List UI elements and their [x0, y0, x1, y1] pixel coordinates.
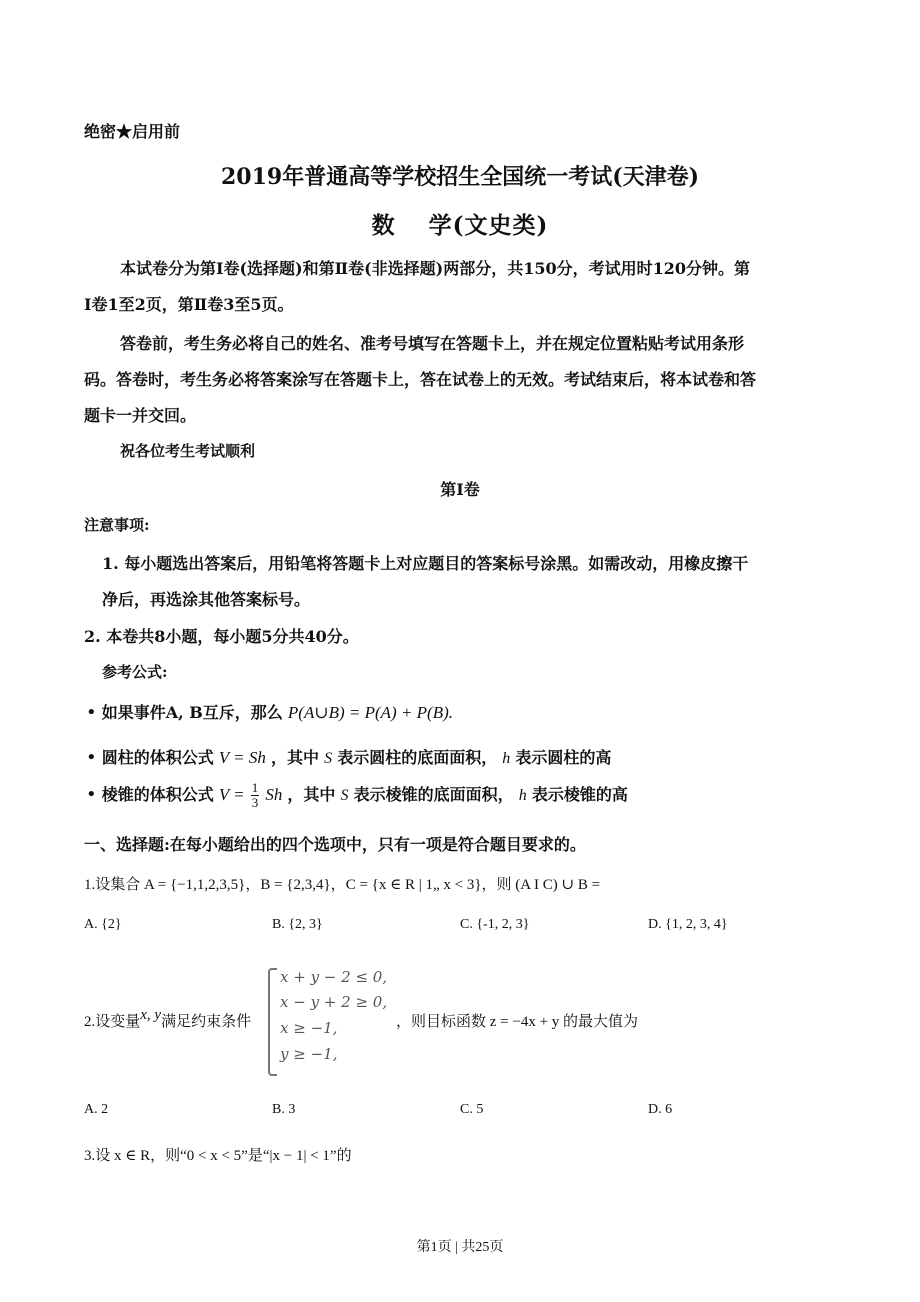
intro-paragraph-1-line-1: 本试卷分为第Ⅰ卷(选择题)和第Ⅱ卷(非选择题)两部分，共150分，考试用时120分钟。第	[120, 259, 751, 278]
formula-3-h: h	[518, 787, 527, 804]
question-1-option-b: B. {2, 3}	[272, 917, 323, 932]
formula-2-h: h	[502, 750, 511, 767]
intro-paragraph-1-line-2: Ⅰ卷1至2页，第Ⅱ卷3至5页。	[84, 295, 294, 314]
question-2-option-d: D. 6	[648, 1102, 673, 1117]
subject-title: 数 学(文史类)	[371, 212, 549, 239]
formula-1-prefix: 如果事件A, B互斥，那么	[101, 703, 283, 722]
constraint-3: x ≥ −1,	[280, 1019, 338, 1037]
secret-mark: 绝密★启用前	[84, 122, 181, 141]
formula-2-math: V = Sh	[218, 748, 266, 767]
left-brace-icon	[268, 968, 277, 1076]
note-1-line-1: 1. 每小题选出答案后，用铅笔将答题卡上对应题目的答案标号涂黑。如需改动，用橡皮擦干	[102, 554, 749, 573]
intro-paragraph-2-line-1: 答卷前，考生务必将自己的姓名、准考号填写在答题卡上，并在规定位置粘贴考试用条形	[120, 334, 745, 353]
question-1-option-c: C. {-1, 2, 3}	[460, 917, 530, 932]
formula-2-mid: ，其中	[270, 748, 319, 767]
question-3-stem: 3.设 x ∈ R，则“0 < x < 5”是“|x − 1| < 1”的	[84, 1148, 352, 1164]
question-2-vars: x, y	[140, 1007, 162, 1023]
intro-paragraph-2-line-3: 题卡一并交回。	[84, 406, 197, 425]
formula-2-mid2: 表示圆柱的底面面积，	[337, 748, 498, 767]
formula-1-math: P(A∪B) = P(A) + P(B).	[287, 703, 454, 722]
question-2-option-a: A. 2	[84, 1102, 109, 1117]
question-1-stem: 1.设集合 A = {−1,1,2,3,5}，B = {2,3,4}，C = {x ∈ R | 1„ x < 3}，则 (A I C) ∪ B =	[84, 877, 601, 893]
section-title: 第Ⅰ卷	[440, 480, 480, 499]
question-2-option-b: B. 3	[272, 1102, 296, 1117]
formula-3-end: 表示棱锥的高	[531, 785, 628, 804]
wish-text: 祝各位考生考试顺利	[120, 442, 256, 460]
bullet-icon: •	[86, 784, 97, 805]
formula-title: 参考公式:	[102, 663, 168, 681]
question-1-option-d: D. {1, 2, 3, 4}	[648, 917, 728, 932]
constraint-1: x + y − 2 ≤ 0,	[280, 968, 388, 986]
formula-3-mid: ，其中	[287, 785, 336, 804]
fraction-one-third	[251, 781, 260, 810]
part-1-heading: 一、选择题:在每小题给出的四个选项中，只有一项是符合题目要求的。	[84, 835, 586, 854]
formula-2-end: 表示圆柱的高	[515, 748, 612, 767]
formula-3-s: S	[340, 787, 349, 804]
intro-paragraph-2-line-2: 码。答卷时，考生务必将答案涂写在答题卡上，答在试卷上的无效。考试结束后，将本试卷和答	[84, 370, 757, 389]
formula-3-mid2: 表示棱锥的底面面积，	[353, 785, 514, 804]
constraint-system	[268, 968, 388, 1076]
question-1-option-a: A. {2}	[84, 917, 122, 932]
exam-title: 2019年普通高等学校招生全国统一考试(天津卷)	[220, 164, 700, 190]
question-2-mid: 满足约束条件	[161, 1014, 252, 1030]
question-2-stem-prefix	[84, 1007, 252, 1031]
formula-2-prefix: 圆柱的体积公式	[101, 748, 214, 767]
formula-3-prefix: 棱锥的体积公式	[101, 785, 214, 804]
formula-2-s: S	[324, 750, 333, 767]
note-1-line-2: 净后，再选涂其他答案标号。	[102, 590, 311, 609]
constraint-4: y ≥ −1,	[280, 1045, 338, 1063]
fraction-numerator: 1	[251, 780, 259, 795]
formula-1	[86, 700, 453, 723]
question-2-option-c: C. 5	[460, 1102, 484, 1117]
note-2: 2. 本卷共8小题，每小题5分共40分。	[84, 627, 359, 646]
bullet-icon: •	[86, 747, 97, 768]
question-2-stem-suffix: ，则目标函数 z = −4x + y 的最大值为	[396, 1014, 639, 1030]
notes-title: 注意事项:	[84, 516, 150, 534]
page-footer: 第1页 | 共25页	[416, 1240, 504, 1255]
formula-3	[86, 781, 628, 810]
fraction-denominator: 3	[251, 795, 259, 810]
formula-3-v: V =	[218, 785, 245, 804]
formula-2	[86, 745, 611, 768]
constraint-2: x − y + 2 ≥ 0,	[280, 993, 388, 1011]
question-2-prefix: 2.设变量	[84, 1014, 141, 1030]
bullet-icon: •	[86, 702, 97, 723]
formula-3-sh: Sh	[265, 785, 283, 804]
